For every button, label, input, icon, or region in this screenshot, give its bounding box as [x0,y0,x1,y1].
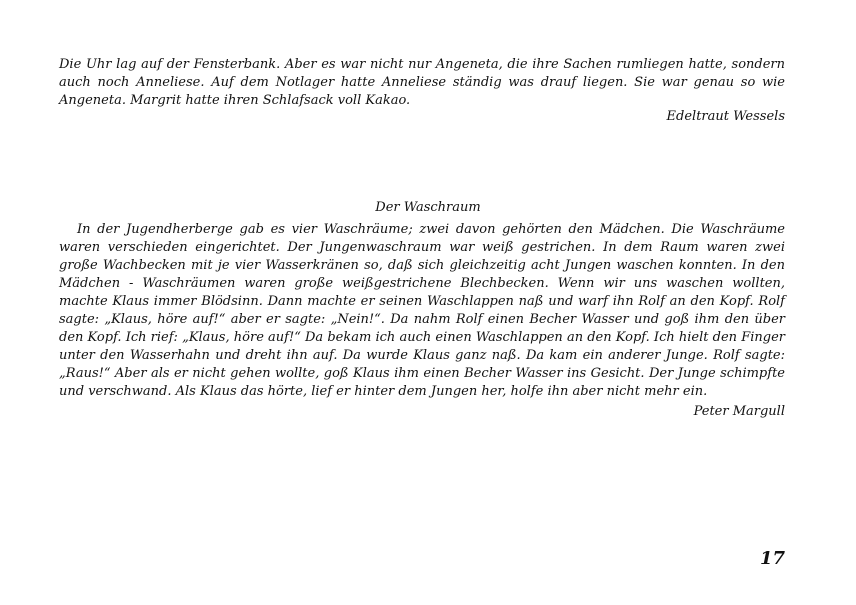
author-peter-margull: Peter Margull [693,404,785,419]
story-paragraph-waschraum: In der Jugendherberge gab es vier Waschräume; zwei davon gehörten den Mädchen. Die Waschräume waren verschieden eingerichtet. Der Jungenwaschraum war weiß gestrichen. In dem Raum waren zwei große Wachbecken mit je vier Wasserkränen so, daß sich gleichzeitig acht Jungen waschen konnten. In den Mädchen - Waschräumen waren große weißgestrichene Blechbecken. Wenn wir uns waschen wollten, machte Klaus immer Blödsinn. Dann machte er seinen Waschlappen naß und warf ihn Rolf an den Kopf. Rolf sagte: „Klaus, höre auf!“ aber er sagte: „Nein!“. Da nahm Rolf einen Becher Wasser und goß ihm den über den Kopf. Ich rief: „Klaus, höre auf!“ Da bekam ich auch einen Waschlappen an den Kopf. Ich hielt den Finger unter den Wasserhahn und dreht ihn auf. Da wurde Klaus ganz naß. Da kam ein anderer Junge. Rolf sagte: „Raus!“ Aber als er nicht gehen wollte, goß Klaus ihm einen Becher Wasser ins Gesicht. Der Junge schimpfte und verschwand. Als Klaus das hörte, lief er hinter dem Jungen her, holfe ihn aber nicht mehr ein. [59,222,785,399]
page-number: 17 [759,548,785,569]
story-title-waschraum: Der Waschraum [375,200,481,215]
story-paragraph-uhr: Die Uhr lag auf der Fensterbank. Aber es war nicht nur Angeneta, die ihre Sachen rumliegen hatte, sondern auch noch Anneliese. Auf dem Notlager hatte Anneliese ständig was drauf liegen. Sie war genau so wie Angeneta. Margrit hatte ihren Schlafsack voll Kakao. [59,57,785,108]
author-edeltraut-wessels: Edeltraut Wessels [666,109,785,124]
